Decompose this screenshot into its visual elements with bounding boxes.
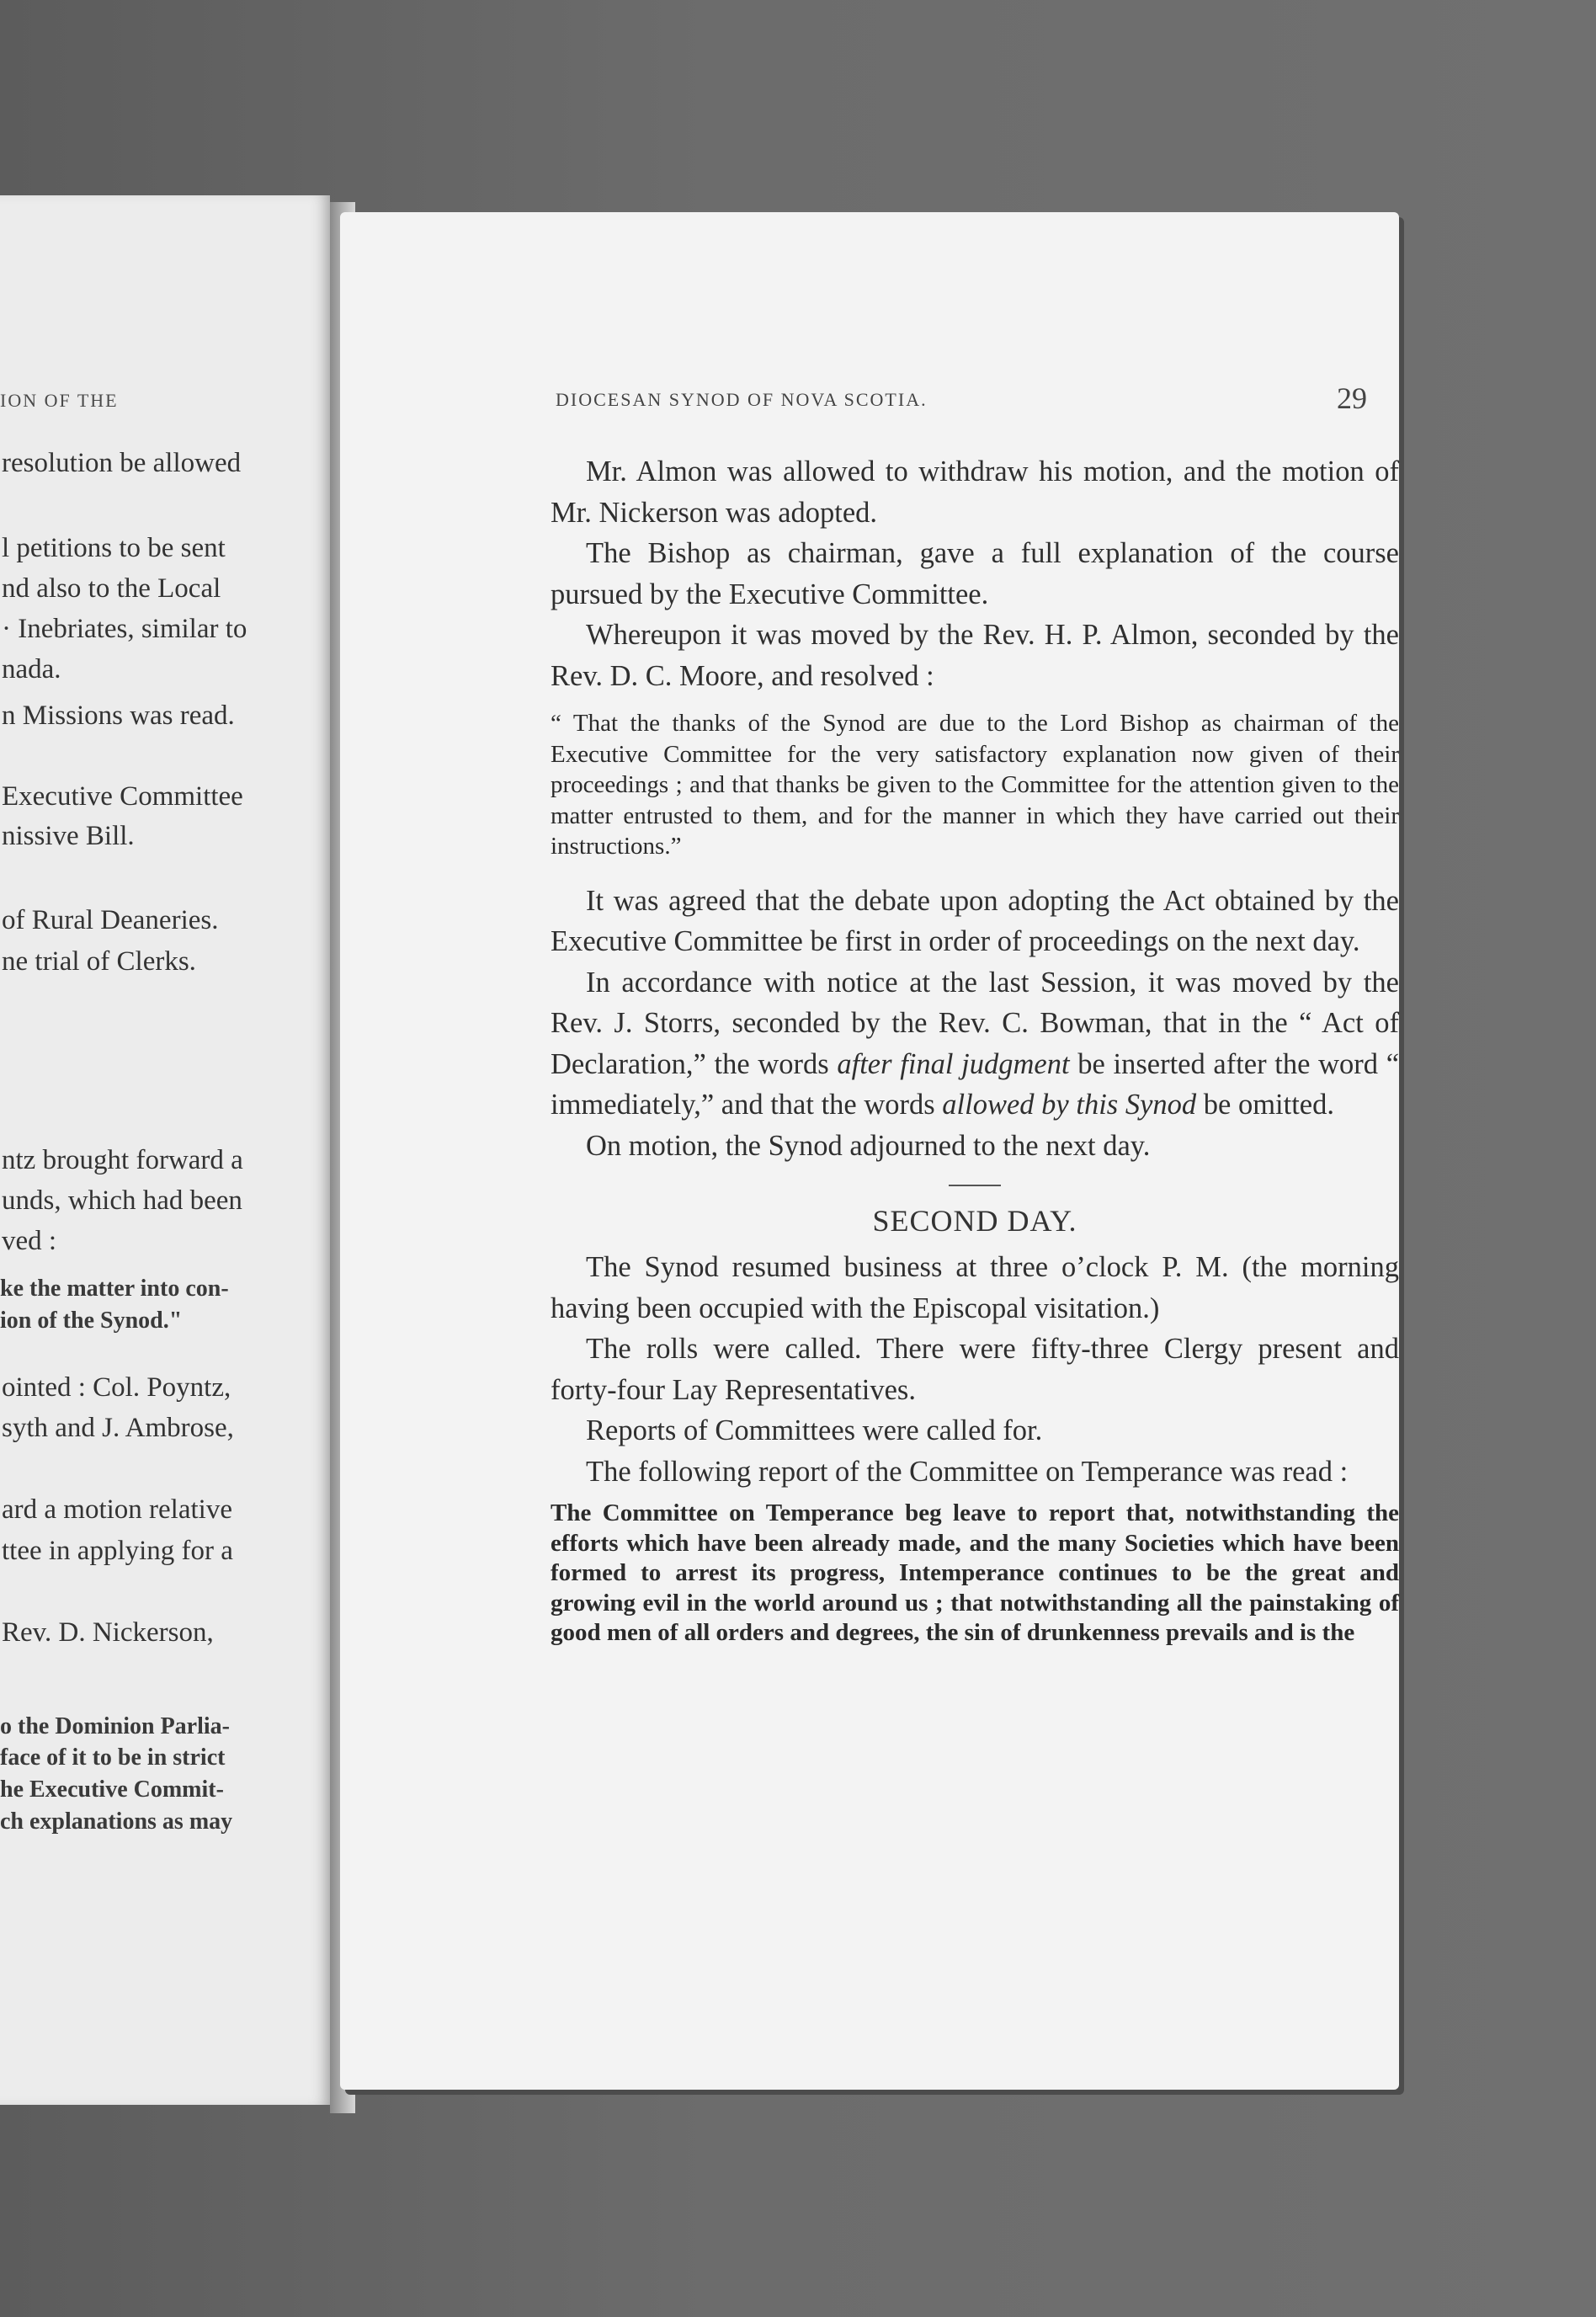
text-run: In accordance with notice at the last Session, it was moved by the Rev. J. Storrs, seconded by the Rev. C. Bowman, that in the “ Act of Declaration,” the words [551,966,1399,1080]
left-page-line: ntz brought forward a [2,1145,243,1175]
paragraph: Whereupon it was moved by the Rev. H. P. Almon, seconded by the Rev. D. C. Moore, and resolved : [551,619,1399,692]
section-heading: SECOND DAY. [872,1204,1077,1238]
left-page-line: Rev. D. Nickerson, [2,1617,214,1648]
left-page-line: ard a motion relative [2,1494,232,1525]
paragraph: On motion, the Synod adjourned to the next day. [586,1129,1151,1162]
paragraph: The Synod resumed business at three o’clock P. M. (the morning having been occupied with the Episcopal visitation.) [551,1251,1399,1324]
section-divider [949,1185,1001,1186]
italic-run: after final judgment [837,1047,1070,1080]
paragraph: Mr. Almon was allowed to withdraw his motion, and the motion of Mr. Nickerson was adopted. [551,455,1399,529]
paragraph: The following report of the Committee on Temperance was read : [586,1455,1349,1488]
left-page-line: o the Dominion Parlia- [0,1713,230,1739]
left-page-line: he Executive Commit- [0,1776,224,1803]
paragraph: The Bishop as chairman, gave a full explanation of the course pursued by the Executive Committee. [551,537,1399,610]
italic-run: allowed by this Synod [942,1089,1197,1121]
left-page-line: ved : [2,1226,57,1256]
page-body [551,451,1399,1667]
running-head [556,381,1397,415]
temperance-report: The Committee on Temperance beg leave to report that, notwithstanding the efforts which have been already made, and the many Societies which have been formed to arrest its progress, Intemperance continues to be the great and growing evil in the world around us ; that notwithstanding all the painstaking of good men of all orders and degrees, the sin of drunkenness prevails and is the [551,1499,1399,1646]
paragraph: Reports of Committees were called for. [586,1414,1043,1446]
left-page-line: ne trial of Clerks. [2,946,196,977]
left-page-line: nissive Bill. [2,821,135,851]
left-page-line: of Rural Deaneries. [2,905,219,935]
left-page-line: unds, which had been [2,1185,242,1216]
left-page-line: ointed : Col. Poyntz, [2,1372,231,1403]
left-page-line: resolution be allowed [2,448,242,478]
left-page-line: l petitions to be sent [2,533,226,563]
left-page-line: nd also to the Local [2,573,221,604]
left-page-line: ke the matter into con- [0,1276,229,1302]
paragraph: It was agreed that the debate upon adopting the Act obtained by the Executive Committee be first in order of proceedings on the next day. [551,884,1399,957]
resolution-quote: “ That the thanks of the Synod are due to the Lord Bishop as chairman of the Executive Committee for the very satisfactory explanation now given of their proceedings ; and that thanks be given to the Committee for the attention given to the matter entrusted to them, and for the manner in which they have carried out their instructions.” [551,710,1399,860]
left-page [0,195,330,2105]
left-page-line: ttee in applying for a [2,1536,233,1566]
text-run: be omitted. [1196,1089,1334,1121]
left-page-line: ion of the Synod." [0,1308,183,1334]
paragraph-storrs-motion [551,962,1399,1126]
running-head-title: DIOCESAN SYNOD OF NOVA SCOTIA. [556,389,928,410]
page-number: 29 [1337,381,1367,415]
left-page-line: face of it to be in strict [0,1744,226,1771]
right-page [340,212,1399,2090]
left-page-line: Executive Committee [2,781,243,812]
left-page-line: syth and J. Ambrose, [2,1413,234,1443]
left-page-line: ch explanations as may [0,1808,233,1835]
text-run: be inserted after the word “ immediately,” and that the words [551,1047,1400,1121]
paragraph: The rolls were called. There were fifty-three Clergy present and forty-four Lay Representatives. [551,1333,1399,1406]
left-page-running-head: ION OF THE [0,390,119,411]
left-page-line: nada. [2,654,61,684]
left-page-line: n Missions was read. [2,700,235,731]
left-page-line: · Inebriates, similar to [2,614,247,644]
